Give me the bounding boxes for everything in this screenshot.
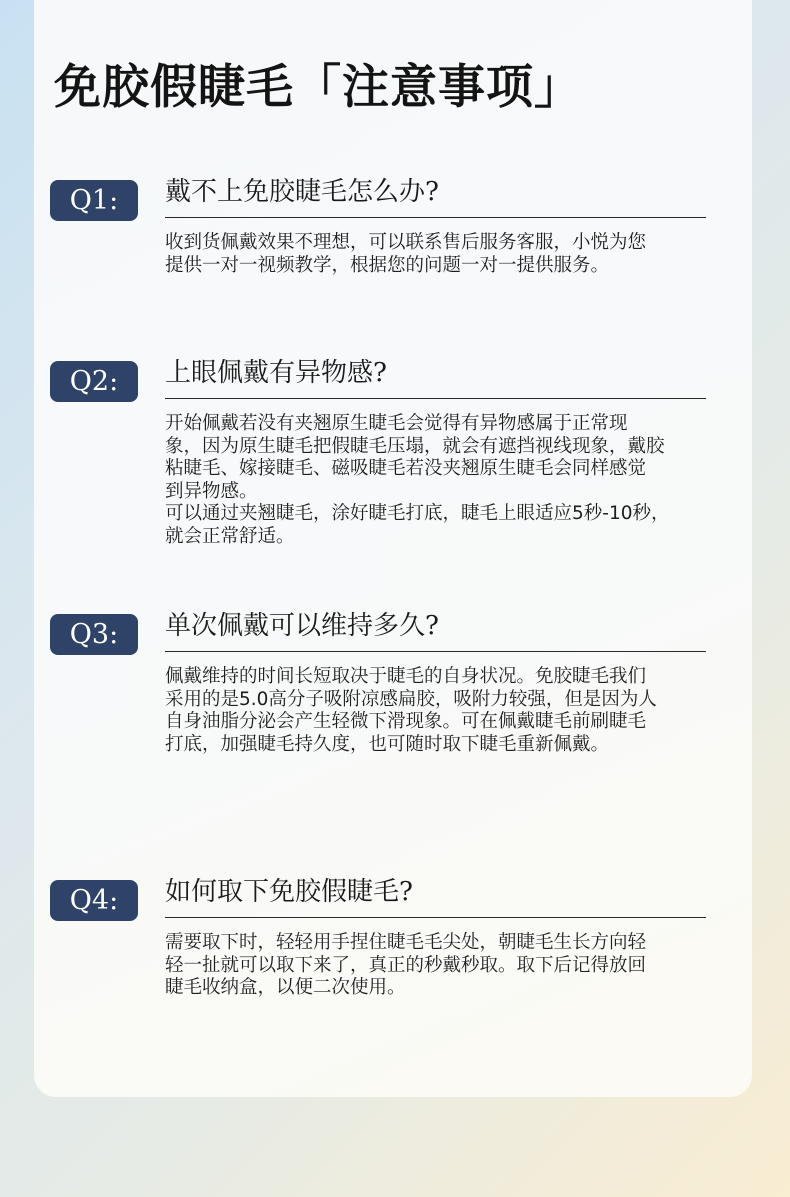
question-text: 戴不上免胶睫毛怎么办? [165,177,439,207]
answer-line: 粘睫毛、嫁接睫毛、磁吸睫毛若没夹翘原生睫毛会同样感觉 [165,458,647,479]
question-badge: Q1: [50,180,138,221]
question-badge: Q2: [50,361,138,402]
question-badge: Q3: [50,614,138,655]
question-text: 如何取下免胶假睫毛? [165,877,413,907]
answer-line: 可以通过夹翘睫毛，涂好睫毛打底，睫毛上眼适应5秒-10秒， [165,503,670,524]
answer-line: 睫毛收纳盒，以便二次使用。 [165,977,406,998]
question-divider [165,217,706,218]
answer-line: 需要取下时，轻轻用手捏住睫毛毛尖处，朝睫毛生长方向轻 [165,932,647,953]
answer-text [165,666,725,756]
answer-line: 佩戴维持的时间长短取决于睫毛的自身状况。免胶睫毛我们 [165,666,647,687]
answer-text [165,232,725,277]
answer-text [165,413,725,548]
answer-line: 象，因为原生睫毛把假睫毛压塌，就会有遮挡视线现象，戴胶 [165,435,665,457]
answer-line: 采用的是5.0高分子吸附凉感扁胶，吸附力较强，但是因为人 [165,688,657,710]
answer-line: 提供一对一视频教学，根据您的问题一对一提供服务。 [165,254,610,276]
question-divider [165,917,706,918]
question-badge: Q4: [50,880,138,921]
answer-line: 到异物感。 [165,480,258,502]
answer-line: 打底，加强睫毛持久度，也可随时取下睫毛重新佩戴。 [165,733,610,755]
answer-line: 就会正常舒适。 [165,525,295,547]
answer-line: 开始佩戴若没有夹翘原生睫毛会觉得有异物感属于正常现 [165,413,628,434]
answer-line: 收到货佩戴效果不理想，可以联系售后服务客服，小悦为您 [165,232,647,253]
question-text: 上眼佩戴有异物感? [165,358,387,388]
page-title: 免胶假睫毛「注意事项」 [54,60,582,115]
answer-line: 轻一扯就可以取下来了，真正的秒戴秒取。取下后记得放回 [165,954,647,976]
answer-text [165,932,725,1000]
question-divider [165,651,706,652]
question-text: 单次佩戴可以维持多久? [165,611,439,641]
answer-line: 自身油脂分泌会产生轻微下滑现象。可在佩戴睫毛前刷睫毛 [165,711,647,732]
question-divider [165,398,706,399]
